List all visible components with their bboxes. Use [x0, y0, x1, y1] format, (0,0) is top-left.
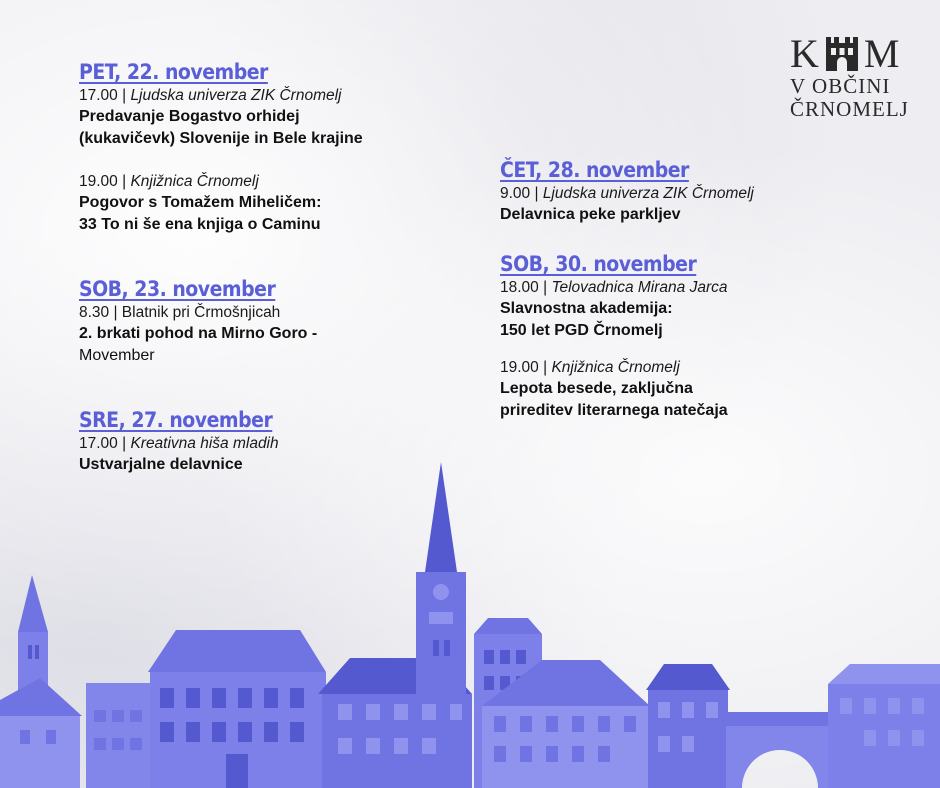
event-title: Ustvarjalne delavnice	[79, 456, 243, 473]
event-title: Predavanje Bogastvo orhidej	[79, 108, 300, 125]
logo-line-3: ČRNOMELJ	[790, 97, 909, 121]
event-time: 19.00 |	[79, 173, 131, 190]
day-heading: PET, 22. november	[79, 60, 268, 84]
event-title: Slavnostna akademija:	[500, 300, 673, 317]
event-location: Knjižnica Črnomelj	[551, 359, 680, 376]
event-meta	[500, 277, 800, 298]
event-title-continued: Movember	[79, 347, 155, 364]
castle-tower-icon	[822, 35, 862, 71]
event-meta	[500, 357, 800, 378]
event-time: 18.00 |	[500, 279, 552, 296]
logo-line-2: V OBČINI	[790, 74, 891, 98]
event-time: 17.00 |	[79, 87, 131, 104]
day-heading: ČET, 28. november	[500, 158, 689, 182]
town-skyline-illustration	[0, 448, 940, 788]
day-heading: SOB, 30. november	[500, 252, 697, 276]
event-location: Telovadnica Mirana Jarca	[551, 279, 728, 296]
event-title: Pogovor s Tomažem Miheličem:	[79, 194, 322, 211]
left-column	[79, 59, 479, 476]
day-block-sob-30	[500, 251, 800, 422]
logo-letter-m: M	[863, 31, 901, 76]
event-title: 33 To ni še ena knjiga o Caminu	[79, 216, 321, 233]
event-title: Delavnica peke parkljev	[500, 206, 681, 223]
kim-logo	[790, 31, 915, 121]
right-column	[500, 157, 800, 422]
event-location: Ljudska univerza ZIK Črnomelj	[130, 87, 342, 104]
event-meta	[500, 183, 800, 204]
day-block-cet-28	[500, 157, 800, 226]
logo-letter-k: K	[790, 31, 820, 76]
day-block-pet-22	[79, 59, 479, 236]
event-meta	[79, 85, 479, 106]
event-time: 17.00 |	[79, 435, 131, 452]
event-location: Kreativna hiša mladih	[130, 435, 279, 452]
event-time: 19.00 |	[500, 359, 552, 376]
day-heading: SRE, 27. november	[79, 408, 273, 432]
event-location: Knjižnica Črnomelj	[130, 173, 259, 190]
event-meta	[79, 171, 479, 192]
day-block-sob-23	[79, 276, 479, 367]
event-title: 2. brkati pohod na Mirno Goro -	[79, 325, 318, 342]
logo-line-1	[790, 31, 915, 76]
event-time: 9.00 |	[500, 185, 543, 202]
event-title: (kukavičevk) Slovenije in Bele krajine	[79, 130, 363, 147]
day-heading: SOB, 23. november	[79, 277, 276, 301]
event-title: Lepota besede, zaključna	[500, 380, 693, 397]
event-meta: 8.30 | Blatnik pri Črmošnjicah	[79, 304, 281, 321]
event-title: 150 let PGD Črnomelj	[500, 322, 663, 339]
event-location: Ljudska univerza ZIK Črnomelj	[542, 185, 754, 202]
event-title: prireditev literarnega natečaja	[500, 402, 728, 419]
